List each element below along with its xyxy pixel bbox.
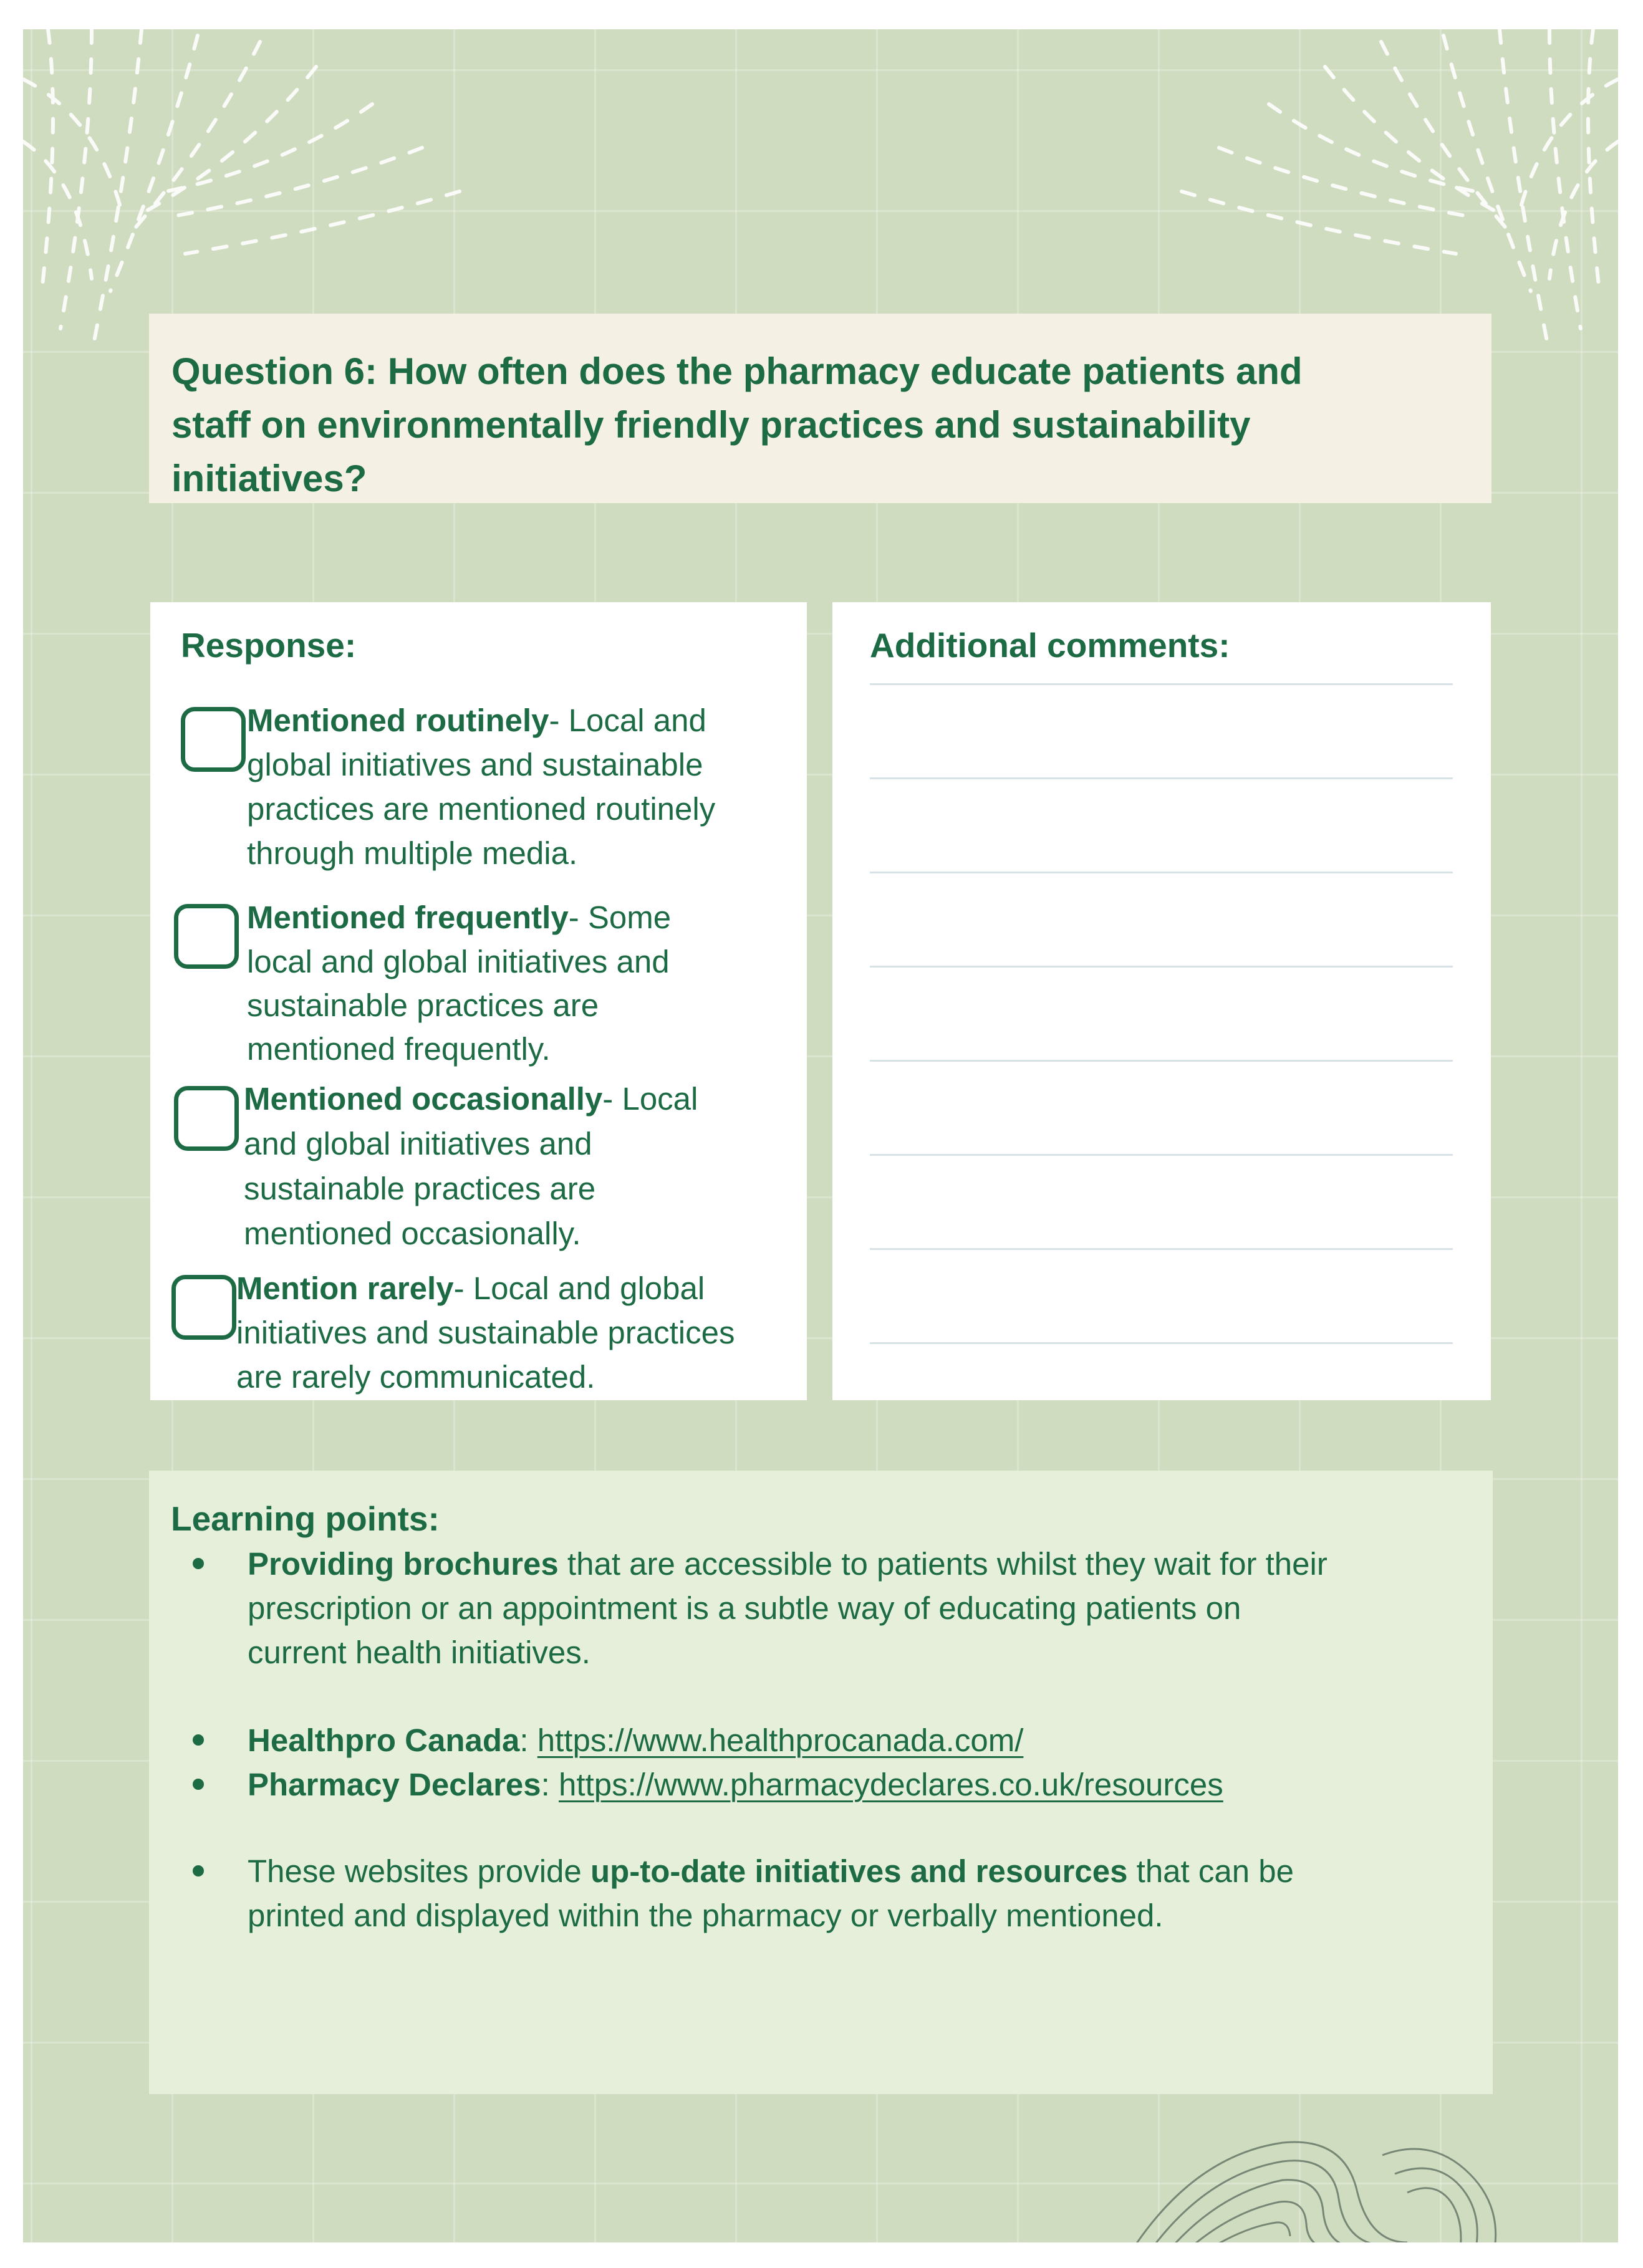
option-frequently-line-2: local and global initiatives and [247,944,670,979]
bullet-dot [193,1734,204,1746]
comments-title: Additional comments: [870,626,1230,665]
bullet-brochures-line-3: current health initiatives. [248,1635,590,1670]
option-routinely-line-4: through multiple media. [247,835,578,871]
bullet-brochures-line-1: Providing brochures that are accessible to patients whilst they wait for their [248,1546,1327,1582]
checkbox-routinely[interactable] [181,707,246,772]
option-frequently-line-3: sustainable practices are [247,987,599,1023]
contour-lines-decoration [1120,2118,1557,2242]
question-line-3: initiatives? [171,458,367,499]
bullet-brochures-line-2: prescription or an appointment is a subtle way of educating patients on [248,1590,1241,1626]
question-box [149,314,1491,503]
bullet-healthpro-text: Healthpro Canada: https://www.healthprocanada.com/ [248,1723,1024,1758]
checkbox-rarely[interactable] [171,1275,236,1340]
checkbox-frequently[interactable] [174,904,239,969]
comment-line[interactable] [870,1154,1453,1156]
bullet-dot [193,1865,204,1876]
bullet-websites-line-1: These websites provide up-to-date initiatives and resources that can be [248,1853,1294,1889]
bullet-pharmacy-declares-text: Pharmacy Declares: https://www.pharmacydeclares.co.uk/resources [248,1767,1223,1802]
comment-line[interactable] [870,777,1453,779]
option-frequently-line-1: Mentioned frequently- Some [247,900,672,935]
comment-line[interactable] [870,1342,1453,1344]
option-occasionally-line-1: Mentioned occasionally- Local [244,1081,698,1117]
option-rarely-line-1: Mention rarely- Local and global [236,1271,705,1306]
bullet-dot [193,1558,204,1569]
healthpro-link[interactable]: https://www.healthprocanada.com/ [537,1723,1024,1758]
option-routinely-line-1: Mentioned routinely- Local and [247,703,706,738]
learning-points-box [149,1471,1493,2094]
option-routinely-line-3: practices are mentioned routinely [247,791,716,827]
option-occasionally-line-4: mentioned occasionally. [244,1216,581,1251]
checkbox-occasionally[interactable] [174,1086,239,1151]
option-rarely-line-2: initiatives and sustainable practices [236,1315,735,1350]
response-panel [150,602,807,1400]
comment-line[interactable] [870,1248,1453,1250]
response-title: Response: [181,626,357,665]
learning-title: Learning points: [171,1499,440,1538]
comments-panel [832,602,1491,1400]
pharmacy-declares-link[interactable]: https://www.pharmacydeclares.co.uk/resources [559,1767,1223,1802]
option-frequently-line-4: mentioned frequently. [247,1031,551,1067]
option-occasionally-line-3: sustainable practices are [244,1171,596,1206]
comment-line[interactable] [870,872,1453,873]
bullet-dot [193,1779,204,1790]
comment-line[interactable] [870,683,1453,685]
bullet-websites-line-2: printed and displayed within the pharmacy or verbally mentioned. [248,1898,1164,1933]
comment-line[interactable] [870,966,1453,968]
question-line-2: staff on environmentally friendly practices and sustainability [171,404,1251,446]
option-rarely-line-3: are rarely communicated. [236,1359,595,1395]
comment-line[interactable] [870,1060,1453,1062]
option-routinely-line-2: global initiatives and sustainable [247,747,703,782]
worksheet-page [23,29,1618,2242]
option-occasionally-line-2: and global initiatives and [244,1126,592,1161]
question-line-1: Question 6: How often does the pharmacy educate patients and [171,350,1303,392]
